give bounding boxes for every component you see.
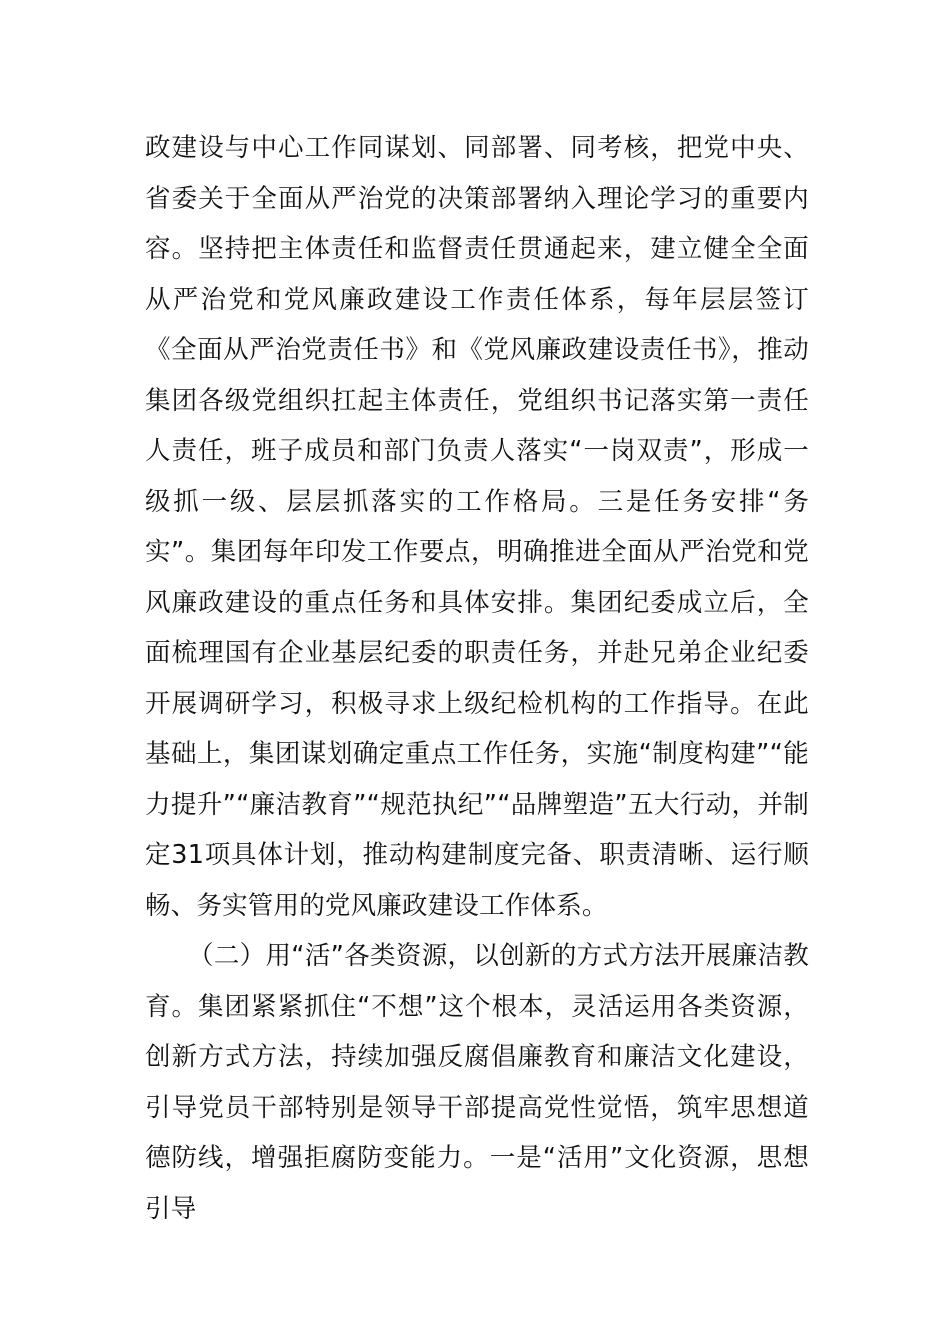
body-paragraph-1: 政建设与中心工作同谋划、同部署、同考核，把党中央、省委关于全面从严治党的决策部署纳入理论学习的重要内容。坚持把主体责任和监督责任贯通起来，建立健全全面从严治党和党风廉政建设工作责任体系，每年层层签订《全面从严治党责任书》和《党风廉政建设责任书》，推动集团各级党组织扛起主体责任，党组织书记落实第一责任人责任，班子成员和部门负责人落实“一岗双责”，形成一级抓一级、层层抓落实的工作格局。三是任务安排“务实”。集团每年印发工作要点，明确推进全面从严治党和党风廉政建设的重点任务和具体安排。集团纪委成立后，全面梳理国有企业基层纪委的职责任务，并赴兄弟企业纪委开展调研学习，积极寻求上级纪检机构的工作指导。在此基础上，集团谋划确定重点工作任务，实施“制度构建”“能力提升”“廉洁教育”“规范执纪”“品牌塑造”五大行动，并制定31项具体计划，推动构建制度完备、职责清晰、运行顺畅、务实管用的党风廉政建设工作体系。 [145,133,809,921]
body-paragraph-2: （二）用“活”各类资源，以创新的方式方法开展廉洁教育。集团紧紧抓住“不想”这个根本，灵活运用各类资源，创新方式方法，持续加强反腐倡廉教育和廉洁文化建设，引导党员干部特别是领导干部提高党性觉悟，筑牢思想道德防线，增强拒腐防变能力。一是“活用”文化资源，思想引导 [145,941,809,1224]
